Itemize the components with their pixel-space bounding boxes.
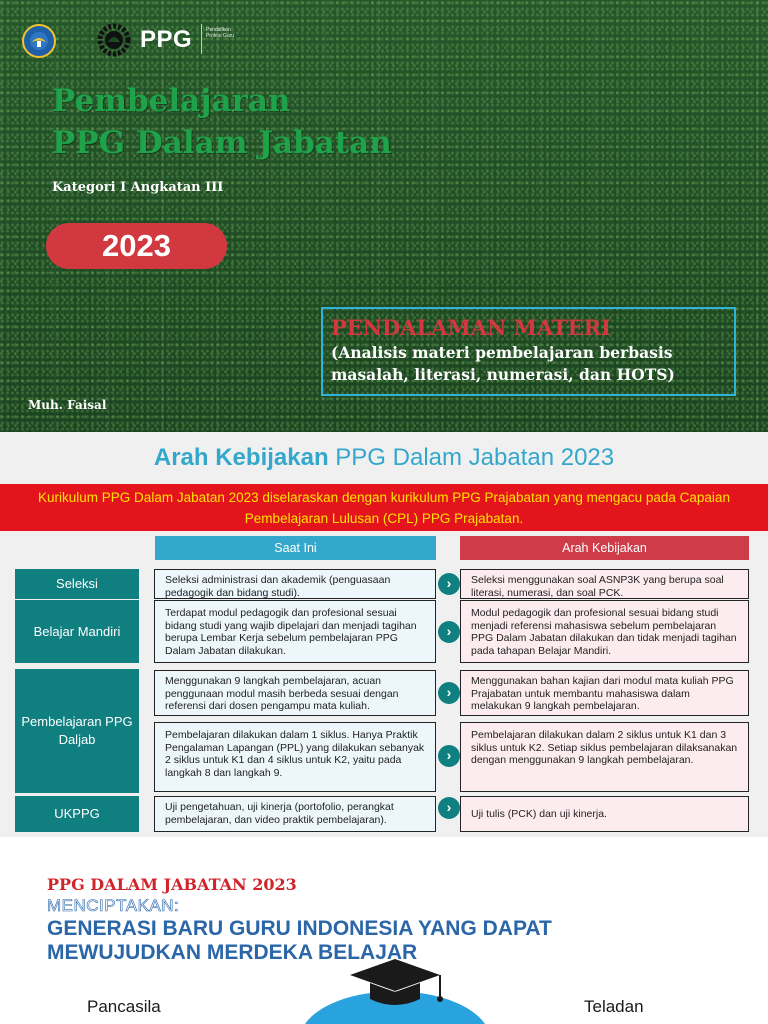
row-label-ukppg: UKPPG	[15, 796, 139, 832]
kemdikbud-logo	[22, 24, 56, 58]
title-line-1: Pembelajaran	[52, 83, 291, 119]
chevron-right-icon: ›	[438, 621, 460, 643]
cell-current-belajar-mandiri: Terdapat modul pedagogik dan profesional sesuai bidang studi yang wajib dipelajari dan menjadi tagihan berupa Lembar Kerja sebelum pembelajaran PPG Dalam Jabatan dilakukan.	[154, 600, 436, 663]
cell-policy-seleksi: Seleksi menggunakan soal ASNP3K yang berupa soal literasi, numerasi, dan soal PCK.	[460, 569, 749, 599]
vision-section	[0, 865, 768, 1024]
vision-subtitle: MENCIPTAKAN:	[47, 896, 180, 915]
policy-heading-rest: PPG Dalam Jabatan 2023	[335, 444, 615, 471]
ppg-brand: PPG	[140, 26, 193, 53]
cell-current-pembelajaran-2: Pembelajaran dilakukan dalam 1 siklus. Hanya Praktik Pengalaman Lapangan (PPL) yang dilakukan sebanyak 2 siklus untuk K1 dan 4 siklus untuk K2, yaitu pada langkah 8 dan langkah 9.	[154, 722, 436, 792]
value-pancasila: Pancasila	[87, 997, 161, 1016]
chevron-right-icon: ›	[438, 797, 460, 819]
cell-current-seleksi: Seleksi administrasi dan akademik (penguasaan pedagogik dan bidang studi).	[154, 569, 436, 599]
policy-section	[0, 432, 768, 837]
cell-policy-belajar-mandiri: Modul pedagogik dan profesional sesuai bidang studi menjadi referensi mahasiswa sebelum pembelajaran PPG Dalam Jabatan dilakukan dan tidak menjadi tagihan pada tahapan Belajar Mandiri.	[460, 600, 749, 663]
chevron-right-icon: ›	[438, 682, 460, 704]
kategori-text: Kategori I Angkatan III	[52, 180, 224, 195]
brand-divider	[201, 24, 202, 54]
row-label-belajar-mandiri: Belajar Mandiri	[15, 600, 139, 663]
vision-title: PPG DALAM JABATAN 2023	[47, 875, 297, 894]
value-teladan: Teladan	[584, 997, 644, 1016]
chevron-right-icon: ›	[438, 745, 460, 767]
cell-current-pembelajaran-1: Menggunakan 9 langkah pembelajaran, acuan penggunaan modul masih berbeda sesuai dengan referensi dari dosen pengampu mata kuliah.	[154, 670, 436, 716]
author-name: Muh. Faisal	[28, 398, 107, 412]
tut-wuri-logo	[96, 22, 132, 58]
vision-statement-line-2: MEWUJUDKAN MERDEKA BELAJAR	[47, 941, 418, 964]
cell-policy-pembelajaran-1: Menggunakan bahan kajian dari modul mata kuliah PPG Prajabatan untuk membantu mahasiswa dalam melakukan 9 langkah pembelajaran.	[460, 670, 749, 716]
cover-hero	[0, 0, 768, 432]
page-title	[52, 80, 392, 164]
materi-box	[321, 307, 736, 396]
column-header-policy: Arah Kebijakan	[460, 536, 749, 560]
year-badge: 2023	[46, 223, 227, 269]
materi-description: (Analisis materi pembelajaran berbasis masalah, literasi, numerasi, dan HOTS)	[331, 343, 675, 384]
chevron-right-icon: ›	[438, 573, 460, 595]
cell-current-ukppg: Uji pengetahuan, uji kinerja (portofolio, perangkat pembelajaran, dan video praktik pembelajaran).	[154, 796, 436, 832]
title-line-2: PPG Dalam Jabatan	[52, 125, 392, 161]
cell-policy-pembelajaran-2: Pembelajaran dilakukan dalam 2 siklus untuk K1 dan 3 siklus untuk K2. Setiap siklus pembelajaran dilaksanakan dengan menggunakan 9 langkah pembelajaran.	[460, 722, 749, 792]
policy-heading-bold: Arah Kebijakan	[153, 444, 329, 471]
policy-banner: Kurikulum PPG Dalam Jabatan 2023 diselaraskan dengan kurikulum PPG Prajabatan yang mengacu pada Capaian Pembelajaran Lulusan (CPL) PPG Prajabatan.	[0, 484, 768, 531]
row-label-pembelajaran: Pembelajaran PPG Daljab	[15, 669, 139, 793]
graduation-cap-icon	[300, 957, 490, 1024]
row-label-seleksi: Seleksi	[15, 569, 139, 599]
materi-title: PENDALAMAN MATERI	[331, 315, 611, 340]
ppg-brand-sub: Pendidikan Profesi Guru	[206, 27, 235, 39]
column-header-current: Saat Ini	[155, 536, 436, 560]
cell-policy-ukppg: Uji tulis (PCK) dan uji kinerja.	[460, 796, 749, 832]
policy-heading	[0, 444, 768, 472]
vision-statement-line-1: GENERASI BARU GURU INDONESIA YANG DAPAT	[47, 917, 552, 940]
